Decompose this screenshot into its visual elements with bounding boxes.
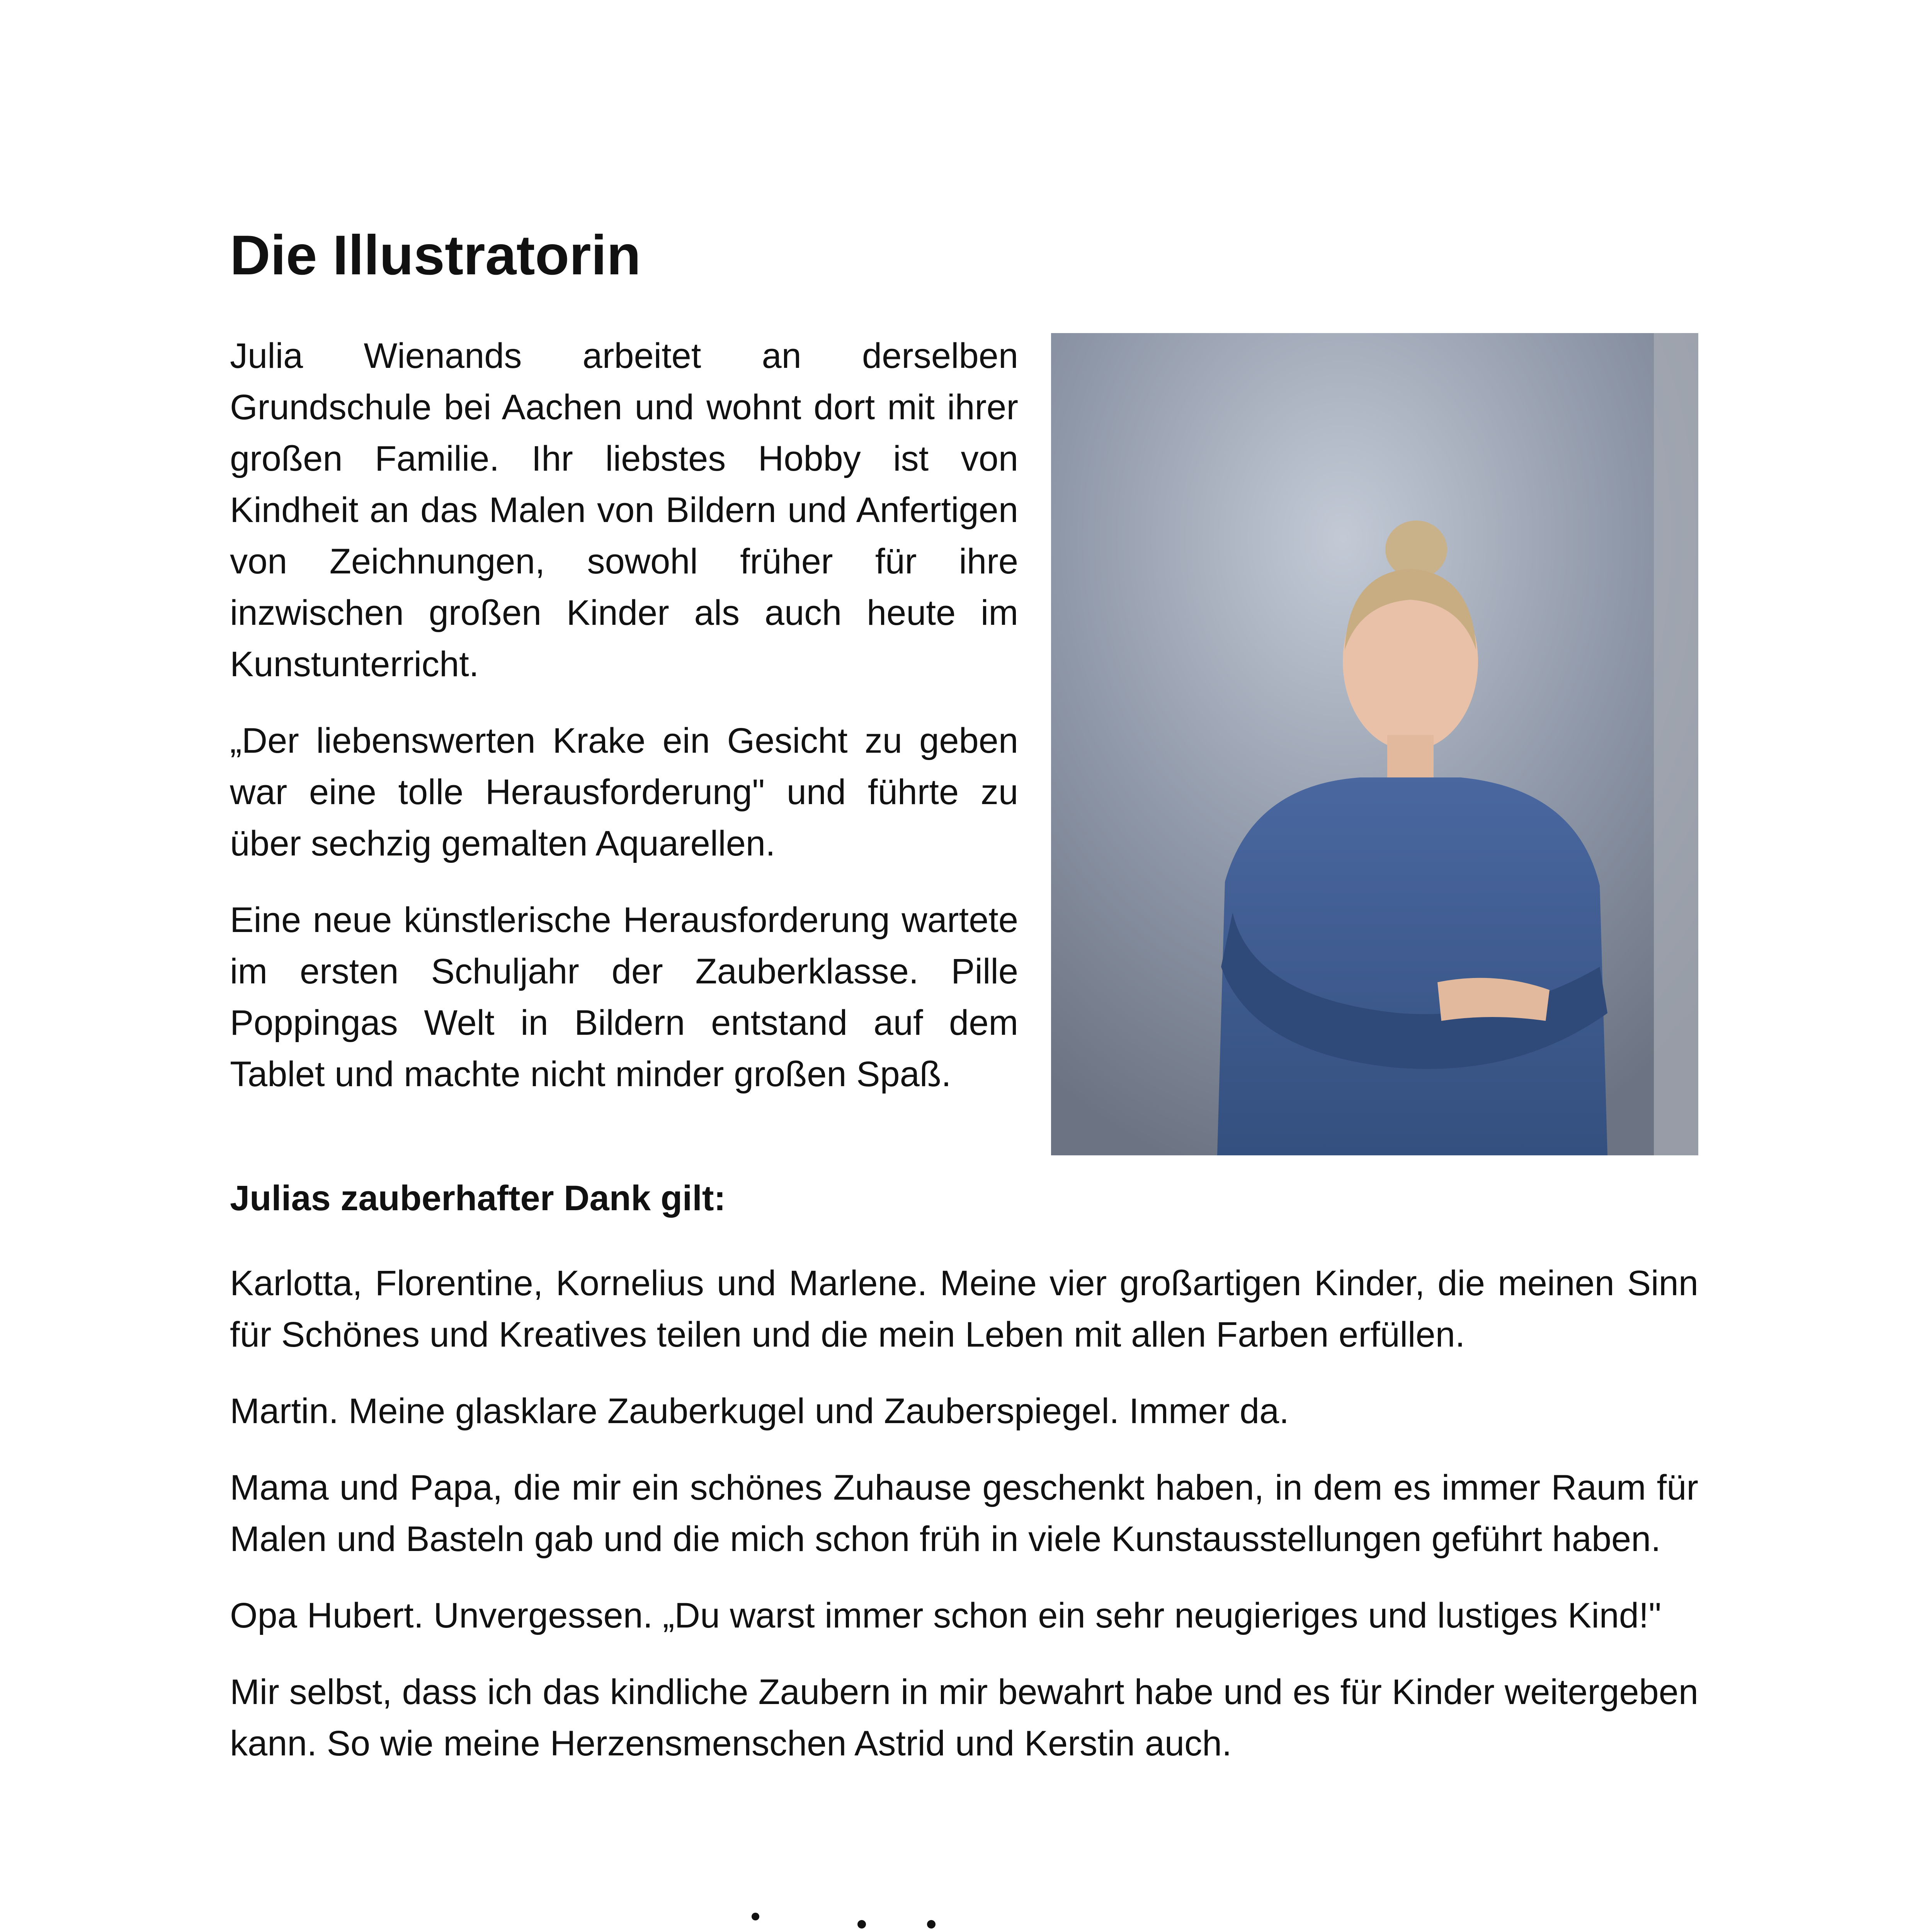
thanks-paragraph: Karlotta, Florentine, Kornelius und Marlene. Meine vier großartigen Kinder, die meinen Sinn für Schönes und Kreatives teilen und die mein Leben mit allen Farben erfüllen. [230, 1264, 1698, 1354]
thanks-paragraph: Mir selbst, dass ich das kindliche Zaubern in mir bewahrt habe und es für Kinder weitergeben kann. So wie meine Herzensmenschen Astrid und Kerstin auch. [230, 1672, 1698, 1763]
intro-paragraph: Julia Wienands arbeitet an derselben Grundschule bei Aachen und wohnt dort mit ihrer großen Familie. Ihr liebstes Hobby ist von Kindheit an das Malen von Bildern und Anfertigen von Zeichnungen, sowohl früher für ihre inzwischen großen Kinder als auch heute im Kunstunterricht. [230, 336, 1018, 684]
thanks-paragraph: Opa Hubert. Unvergessen. „Du warst immer schon ein sehr neugieriges und lustiges Kind!" [230, 1596, 1662, 1635]
thanks-list [230, 1258, 1698, 1794]
intro-paragraph: Eine neue künstlerische Herausforderung wartete im ersten Schuljahr der Zauberklasse. Pille Poppingas Welt in Bildern entstand auf dem Tablet und machte nicht minder großen Spaß. [230, 900, 1018, 1094]
intro-paragraph: „Der liebenswerten Krake ein Gesicht zu geben war eine tolle Herausforderung" und führte zu über sechzig gemalten Aquarellen. [230, 721, 1018, 863]
thanks-paragraph: Martin. Meine glasklare Zauberkugel und Zauberspiegel. Immer da. [230, 1391, 1289, 1431]
page-title: Die Illustratorin [230, 224, 641, 286]
intro-text [230, 330, 1018, 1125]
illustrator-portrait-photo [1051, 333, 1698, 1155]
thanks-heading: Julias zauberhafter Dank gilt: [230, 1179, 726, 1218]
thanks-heading-block [230, 1173, 1698, 1249]
stars-decoration-icon [371, 1901, 974, 1932]
thanks-paragraph: Mama und Papa, die mir ein schönes Zuhause geschenkt haben, in dem es immer Raum für Malen und Basteln gab und die mich schon früh in viele Kunstausstellungen geführt haben. [230, 1468, 1698, 1559]
